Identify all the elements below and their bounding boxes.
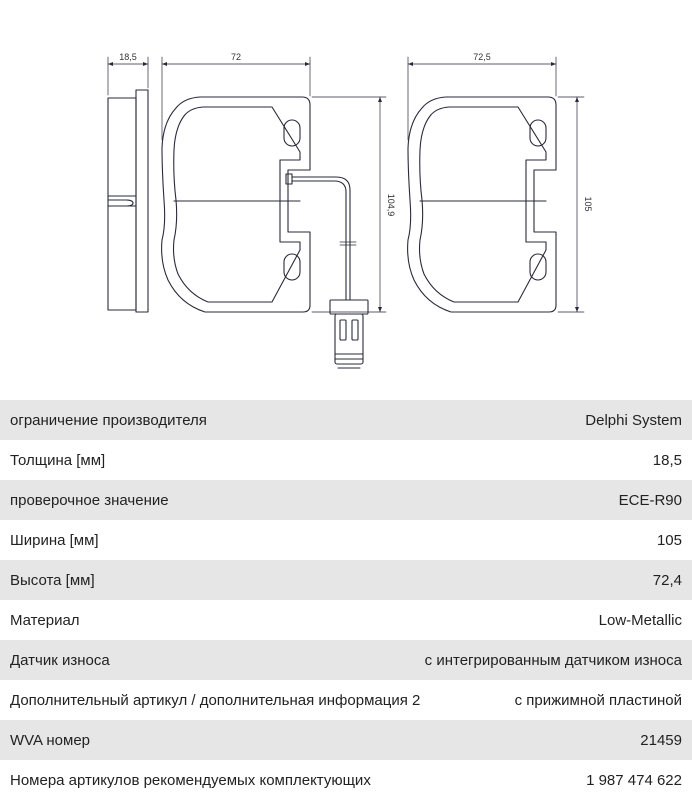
spec-label: ограничение производителя (10, 411, 207, 429)
spec-row (0, 480, 692, 520)
left-pad (162, 57, 386, 368)
dim-width-right: 72,5 (473, 52, 491, 62)
spec-label: Ширина [мм] (10, 531, 99, 549)
spec-label: Толщина [мм] (10, 451, 106, 469)
dim-width-left: 72 (230, 52, 242, 62)
spec-value: 105 (656, 531, 682, 549)
right-pad (408, 57, 584, 312)
spec-row (0, 680, 692, 720)
dim-height-right: 105 (583, 196, 593, 212)
spec-label: WVA номер (10, 731, 91, 749)
dim-thickness: 18,5 (119, 52, 137, 62)
spec-label: проверочное значение (10, 491, 169, 509)
spec-row (0, 520, 692, 560)
spec-value: 18,5 (652, 451, 682, 469)
spec-value: 72,4 (652, 571, 682, 589)
spec-row (0, 560, 692, 600)
spec-label: Высота [мм] (10, 571, 95, 589)
spec-value: 21459 (640, 731, 682, 749)
spec-label: Датчик износа (10, 651, 110, 669)
side-view (108, 57, 148, 312)
spec-row (0, 440, 692, 480)
dim-height-left: 104,9 (386, 193, 396, 217)
spec-value: Delphi System (585, 411, 682, 429)
spec-value: 1 987 474 622 (586, 771, 682, 789)
spec-label: Номера артикулов рекомендуемых комплектующих (10, 771, 371, 789)
spec-label: Дополнительный артикул / дополнительная информация 2 (10, 691, 421, 709)
specifications-table (0, 400, 692, 800)
spec-row (0, 600, 692, 640)
spec-value: Low-Metallic (598, 611, 682, 629)
spec-label: Материал (10, 611, 80, 629)
spec-row (0, 760, 692, 800)
spec-value: с прижимной пластиной (514, 691, 682, 709)
spec-row (0, 640, 692, 680)
spec-value: ECE-R90 (618, 491, 682, 509)
spec-value: с интегрированным датчиком износа (424, 651, 682, 669)
spec-row (0, 720, 692, 760)
spec-row (0, 400, 692, 440)
